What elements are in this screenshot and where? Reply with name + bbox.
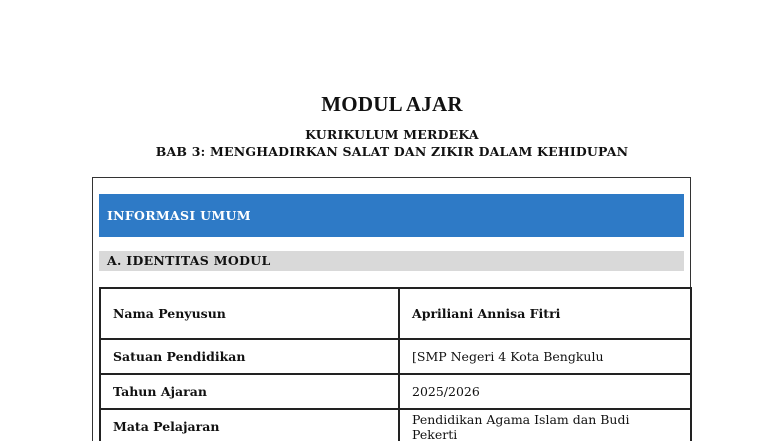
row-value-satuan-pendidikan: [SMP Negeri 4 Kota Bengkulu: [399, 339, 691, 374]
section-header-informasi-umum: INFORMASI UMUM: [99, 194, 684, 237]
row-label-nama-penyusun: Nama Penyusun: [100, 288, 399, 339]
document-subtitle-chapter: BAB 3: MENGHADIRKAN SALAT DAN ZIKIR DALAM KEHIDUPAN: [155, 144, 629, 159]
row-label-mata-pelajaran: Mata Pelajaran: [100, 409, 399, 441]
document-subtitle-curriculum: KURIKULUM MERDEKA: [305, 127, 479, 142]
document-title: MODUL AJAR: [321, 92, 463, 116]
row-value-tahun-ajaran: 2025/2026: [399, 374, 691, 409]
table-row: [100, 288, 691, 339]
table-row: [100, 409, 691, 441]
identity-table: [99, 287, 692, 441]
row-label-satuan-pendidikan: Satuan Pendidikan: [100, 339, 399, 374]
row-value-nama-penyusun: Apriliani Annisa Fitri: [399, 288, 691, 339]
table-row: [100, 339, 691, 374]
row-label-tahun-ajaran: Tahun Ajaran: [100, 374, 399, 409]
row-value-mata-pelajaran: Pendidikan Agama Islam dan Budi Pekerti: [399, 409, 691, 441]
section-header-identitas-modul: A. IDENTITAS MODUL: [99, 251, 684, 271]
table-row: [100, 374, 691, 409]
